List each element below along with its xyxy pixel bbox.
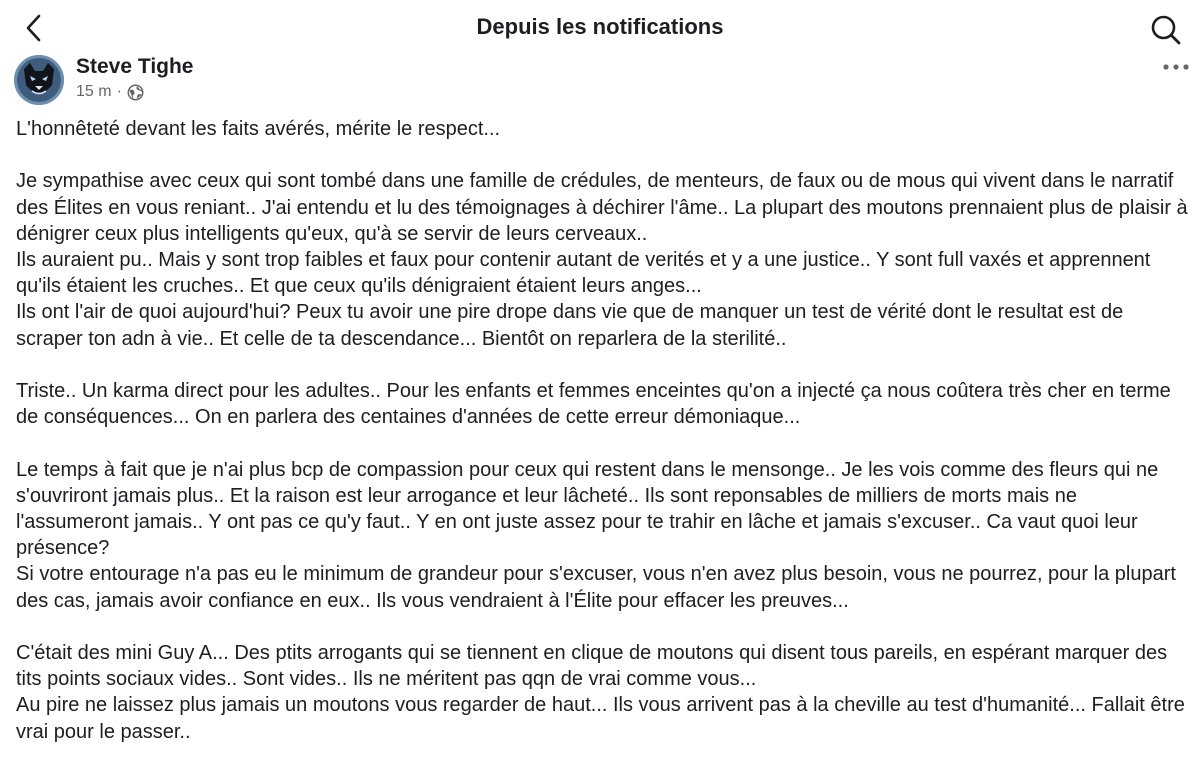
more-horizontal-icon — [1162, 63, 1190, 71]
text-line: C'était des mini Guy A... Des ptits arrogants qui se tiennent en clique de moutons qui disent tous pareils, en espérant marquer des tits points sociaux vides.. Sont vides.. Ils ne méritent pas qqn de vrai comme vous... — [16, 642, 1168, 691]
text-line: Ils ont l'air de quoi aujourd'hui? Peux tu avoir une pire drope dans vie que de manquer un test de vérité dont le resultat est de scraper ton adn à vie.. Et celle de ta descendance... Bientôt on reparlera de la sterilité.. — [16, 301, 1124, 350]
page-title: Depuis les notifications — [476, 14, 724, 39]
avatar[interactable] — [14, 55, 64, 105]
paragraph — [16, 116, 1188, 142]
text-line: Le temps à fait que je n'ai plus bcp de compassion pour ceux qui restent dans le mensonge.. Je les vois comme des fleurs qui ne s'ouvriront jamais plus.. Et la raison est leur arrogance et leur lâcheté.. Ils sont reponsables de milliers de morts mais ne l'assumeront jamais.. Y ont pas ce qu'y faut.. Y en ont juste assez pour te trahir en lâche et jamais s'excuser.. Ca vaut quoi leur présence? — [16, 458, 1159, 560]
search-icon — [1150, 14, 1182, 46]
paragraph — [16, 640, 1188, 745]
text-line: L'honnêteté devant les faits avérés, mérite le respect... — [16, 118, 501, 140]
text-line: Je sympathise avec ceux qui sont tombé dans une famille de crédules, de menteurs, de faux ou de mous qui vivent dans le narratif des Élites en vous reniant.. J'ai entendu et lu des témoignages à déchirer l'âme.. La plupart des moutons prennaient plus de plaisir à dénigrer ceux plus intelligents qu'eux, qu'à se servir de leurs cerveaux.. — [16, 170, 1188, 245]
paragraph — [16, 378, 1188, 430]
more-options-button[interactable] — [1158, 55, 1194, 79]
top-bar — [0, 0, 1200, 56]
search-button[interactable] — [1146, 10, 1186, 50]
text-line: Si votre entourage n'a pas eu le minimum de grandeur pour s'excuser, vous n'en avez plus besoin, vous ne pourrez, pour la plupart des cas, jamais avoir confiance en eux.. Ils vous vendraient à l'Élite pour effacer les preuves... — [16, 563, 1176, 612]
author-name[interactable]: Steve Tighe — [76, 55, 194, 78]
text-line: Triste.. Un karma direct pour les adultes.. Pour les enfants et femmes enceintes qu'on a injecté ça nous coûtera très cher en terme de conséquences... On en parlera des centaines d'années de cette erreur démoniaque... — [16, 380, 1171, 429]
meta-separator: · — [116, 83, 122, 100]
black-panther-avatar — [14, 55, 64, 105]
post-time[interactable]: 15 m — [76, 83, 112, 100]
paragraph — [16, 457, 1188, 614]
post-meta — [76, 83, 144, 101]
text-line: Au pire ne laissez plus jamais un moutons vous regarder de haut... Ils vous arrivent pas à la cheville au test d'humanité... Fallait être vrai pour le passer.. — [16, 694, 1185, 743]
globe-icon — [127, 84, 144, 101]
post-text — [16, 116, 1188, 771]
text-line: Ils auraient pu.. Mais y sont trop faibles et faux pour contenir autant de verités et y a une justice.. Y sont full vaxés et apprennent qu'ils étaient les cruches.. Et que ceux qu'ils dénigraient étaient leurs anges... — [16, 249, 1151, 298]
post-header — [14, 53, 1194, 109]
paragraph — [16, 168, 1188, 351]
